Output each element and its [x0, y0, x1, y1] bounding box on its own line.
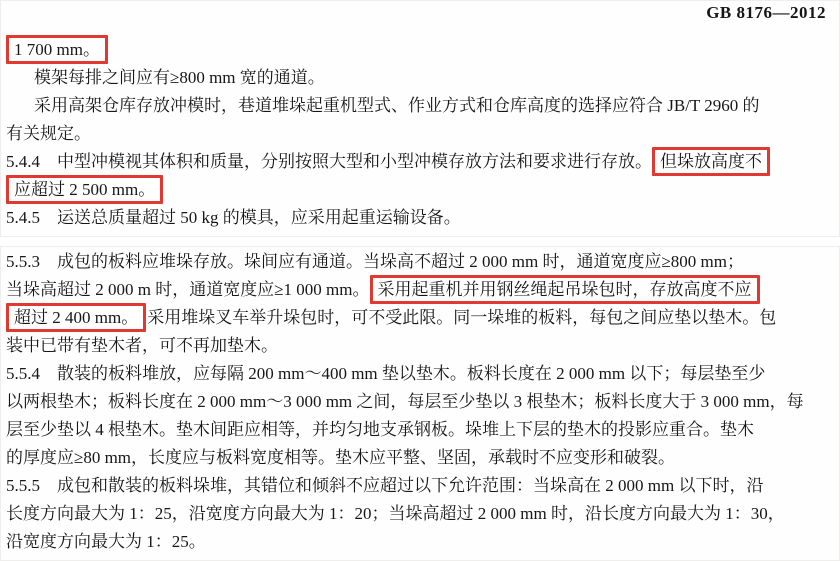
text-segment: 当垛高超过 2 000 m 时，通道宽度应≥1 000 mm。	[6, 280, 370, 299]
highlight-box: 超过 2 400 mm。	[6, 303, 146, 332]
text-segment: 沿宽度方向最大为 1：25。	[6, 532, 206, 551]
text-line	[6, 416, 834, 444]
text-segment: 模架每排之间应有≥800 mm 宽的通道。	[34, 68, 325, 87]
text-segment: 5.4.4 中型冲模视其体积和质量，分别按照大型和小型冲模存放方法和要求进行存放。	[6, 152, 652, 171]
text-line	[6, 64, 834, 92]
highlight-box: 采用起重机并用钢丝绳起吊垛包时，存放高度不应	[370, 275, 760, 304]
text-segment: 5.5.4 散装的板料堆放，应每隔 200 mm～400 mm 垫以垫木。板料长度在 2 000 mm 以下；每层垫至少	[6, 364, 766, 383]
text-line	[6, 36, 834, 64]
text-segment: 长度方向最大为 1：25，沿宽度方向最大为 1：20；当垛高超过 2 000 mm 时，沿长度方向最大为 1：30，	[6, 504, 785, 523]
text-line	[6, 472, 834, 500]
text-segment: 5.5.5 成包和散装的板料垛堆，其错位和倾斜不应超过以下允许范围：当垛高在 2 000 mm 以下时，沿	[6, 476, 764, 495]
highlight-box: 但垛放高度不	[652, 147, 770, 176]
text-segment: 5.5.3 成包的板料应堆垛存放。垛间应有通道。当垛高不超过 2 000 mm 时，通道宽度应≥800 mm；	[6, 252, 744, 271]
section-clause-5-4	[0, 0, 840, 237]
text-segment: 有关规定。	[6, 124, 91, 143]
highlight-box: 1 700 mm。	[6, 35, 108, 64]
text-line	[6, 276, 834, 304]
doc-number: GB 8176—2012	[706, 3, 826, 22]
text-segment: 采用堆垛叉车举升垛包时，可不受此限。同一垛堆的板料，每包之间应垫以垫木。包	[147, 308, 777, 327]
text-line	[6, 304, 834, 332]
text-segment: 装中已带有垫木者，可不再加垫木。	[6, 336, 278, 355]
text-line	[6, 528, 834, 556]
text-line	[6, 92, 834, 120]
section-clause-5-5	[0, 246, 840, 561]
text-line	[6, 248, 834, 276]
text-segment: 的厚度应≥80 mm，长度应与板料宽度相等。垫木应平整、坚固，承载时不应变形和破裂。	[6, 448, 676, 467]
text-line	[6, 204, 834, 232]
text-line	[6, 332, 834, 360]
text-line	[6, 388, 834, 416]
text-segment: 5.4.5 运送总质量超过 50 kg 的模具，应采用起重运输设备。	[6, 208, 461, 227]
text-line	[6, 500, 834, 528]
text-line	[6, 360, 834, 388]
text-line	[6, 120, 834, 148]
text-line	[6, 176, 834, 204]
text-segment: 层至少垫以 4 根垫木。垫木间距应相等，并均匀地支承钢板。垛堆上下层的垫木的投影应重合。垫木	[6, 420, 754, 439]
highlight-box: 应超过 2 500 mm。	[6, 175, 163, 204]
text-segment: 以两根垫木；板料长度在 2 000 mm～3 000 mm 之间，每层至少垫以 3 根垫木；板料长度大于 3 000 mm，每	[6, 392, 804, 411]
text-segment: 采用高架仓库存放冲模时，巷道堆垛起重机型式、作业方式和仓库高度的选择应符合 JB/T 2960 的	[34, 96, 760, 115]
text-line	[6, 148, 834, 176]
text-line	[6, 444, 834, 472]
